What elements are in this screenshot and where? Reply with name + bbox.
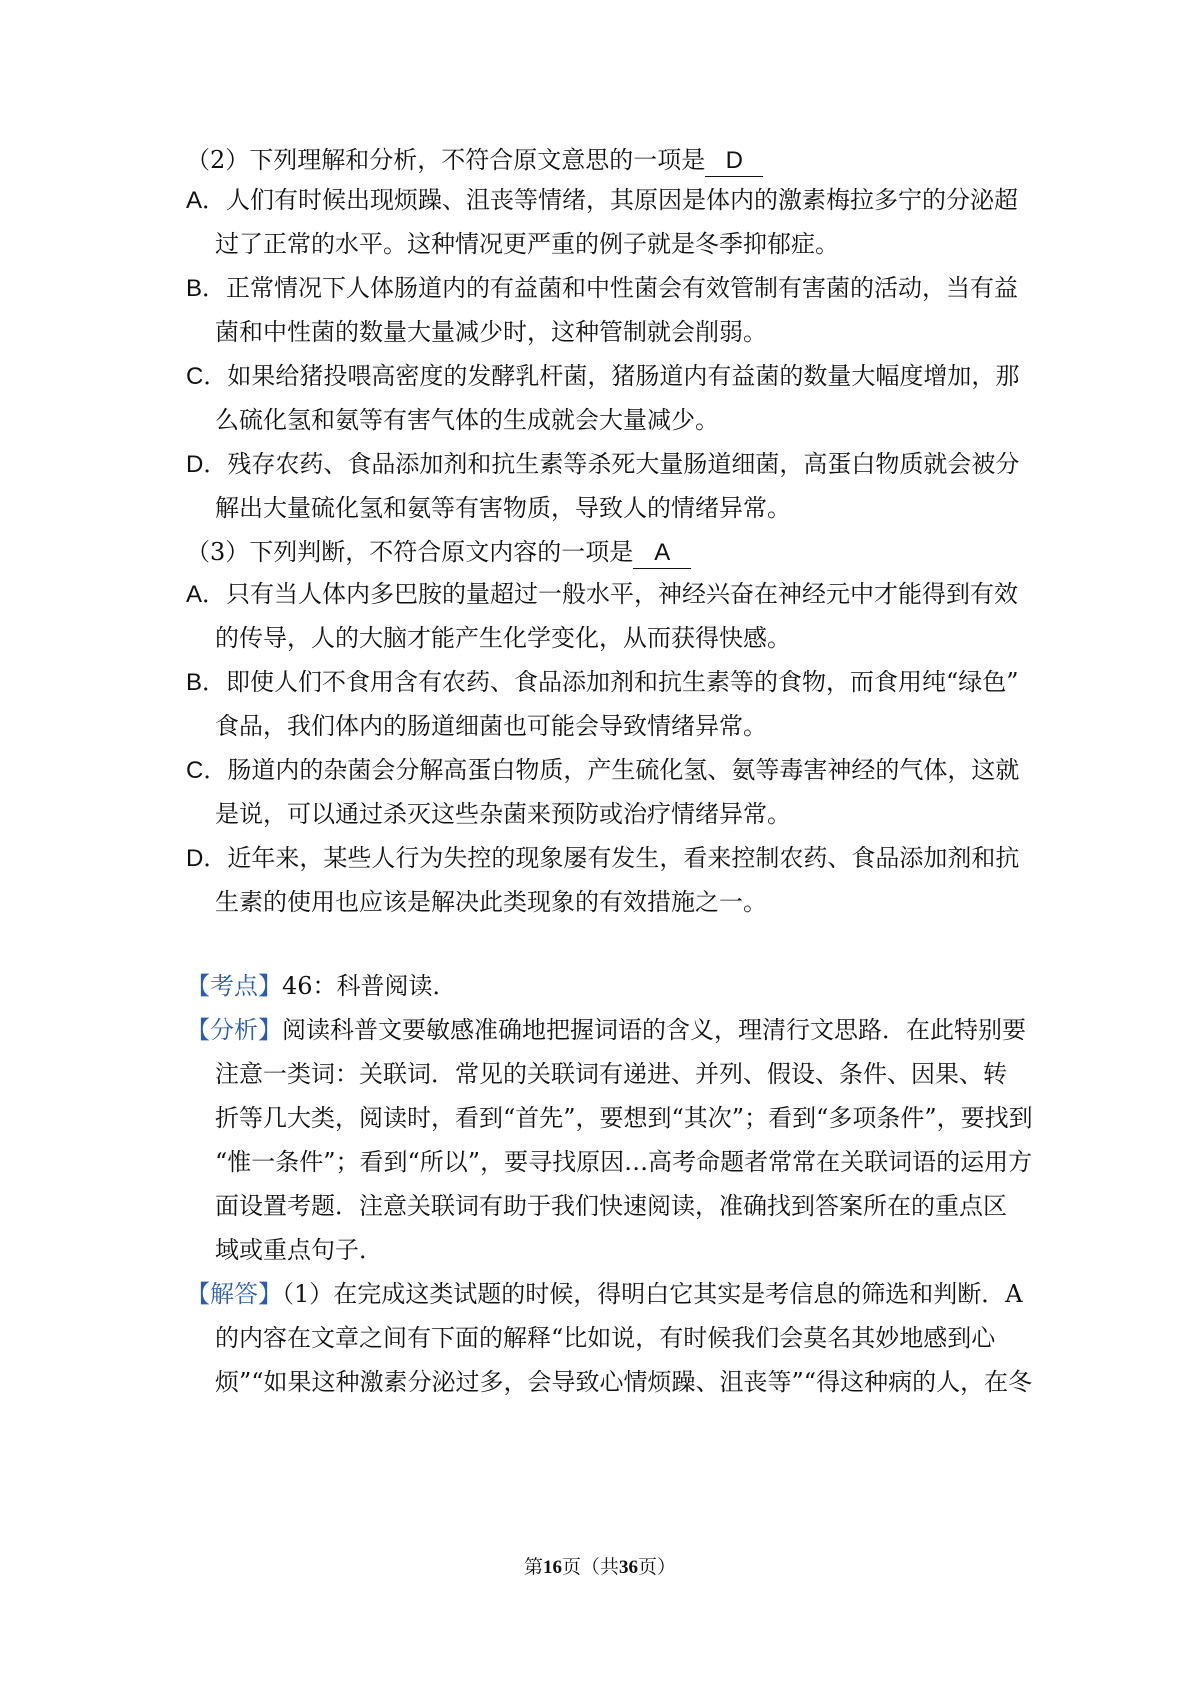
question-3-heading <box>0 535 1200 569</box>
option-text: 食品，我们体内的肠道细菌也可能会导致情绪异常。 <box>215 712 767 740</box>
fenxi-tag: 【分析】 <box>186 1016 282 1044</box>
fenxi-line <box>0 1101 1200 1135</box>
option-letter: C． <box>186 363 228 390</box>
option-text: 解出大量硫化氢和氨等有害物质，导致人的情绪异常。 <box>215 494 791 522</box>
kaodian-text: 46：科普阅读． <box>282 972 457 1000</box>
option-letter: D． <box>186 845 228 872</box>
fenxi-text: 折等几大类，阅读时，看到“首先”，要想到“其次”；看到“多项条件”，要找到 <box>215 1104 1033 1132</box>
footer-suffix: 页） <box>638 1556 677 1578</box>
option-text: 菌和中性菌的数量大量减少时，这种管制就会削弱。 <box>215 318 767 346</box>
option-letter: A． <box>186 581 227 608</box>
fenxi-text: 注意一类词：关联词．常见的关联词有递进、并列、假设、条件、因果、转 <box>215 1060 1007 1088</box>
question-3-text: （3）下列判断，不符合原文内容的一项是 <box>186 538 634 566</box>
footer-middle: 页（共 <box>561 1556 619 1578</box>
q2-option-b-cont <box>0 315 1200 349</box>
option-text: 如果给猪投喂高密度的发酵乳杆菌，猪肠道内有益菌的数量大幅度增加，那 <box>227 362 1020 390</box>
page-total: 36 <box>619 1557 638 1578</box>
question-2-heading <box>0 143 1200 177</box>
option-text: 的传导，人的大脑才能产生化学变化，从而获得快感。 <box>215 624 791 652</box>
fenxi-text: 域或重点句子． <box>215 1236 383 1264</box>
q2-option-a-cont <box>0 227 1200 261</box>
question-3-answer: A <box>633 538 691 569</box>
option-text: 是说，可以通过杀灭这些杂菌来预防或治疗情绪异常。 <box>215 800 791 828</box>
page-number: 16 <box>542 1557 562 1578</box>
page-footer <box>0 1554 1200 1581</box>
option-text: 残存农药、食品添加剂和抗生素等杀死大量肠道细菌，高蛋白物质就会被分 <box>227 450 1020 478</box>
option-text: 过了正常的水平。这种情况更严重的例子就是冬季抑郁症。 <box>215 230 839 258</box>
fenxi-line <box>0 1145 1200 1179</box>
fenxi-text: 面设置考题．注意关联词有助于我们快速阅读，准确找到答案所在的重点区 <box>215 1192 1007 1220</box>
jieda-text: 烦”“如果这种激素分泌过多，会导致心情烦躁、沮丧等”“得这种病的人，在冬 <box>215 1368 1033 1396</box>
option-text: 人们有时候出现烦躁、沮丧等情绪，其原因是体内的激素梅拉多宁的分泌超 <box>226 186 1019 214</box>
q3-option-c-cont <box>0 797 1200 831</box>
option-letter: A． <box>186 187 227 214</box>
question-2-text: （2）下列理解和分析，不符合原文意思的一项是 <box>186 146 706 174</box>
jieda-line <box>0 1321 1200 1355</box>
option-text: 即使人们不食用含有农药、食品添加剂和抗生素等的食物，而食用纯“绿色” <box>226 668 1019 696</box>
option-letter: B． <box>186 669 227 696</box>
fenxi-line <box>0 1233 1200 1267</box>
q3-option-d <box>0 841 1200 875</box>
option-text: 只有当人体内多巴胺的量超过一般水平，神经兴奋在神经元中才能得到有效 <box>226 580 1019 608</box>
fenxi-section <box>0 1013 1200 1047</box>
option-text: 么硫化氢和氨等有害气体的生成就会大量减少。 <box>215 406 719 434</box>
option-letter: D． <box>186 451 228 478</box>
jieda-tag: 【解答】 <box>186 1280 282 1308</box>
footer-prefix: 第 <box>523 1556 543 1578</box>
fenxi-line <box>0 1057 1200 1091</box>
option-text: 正常情况下人体肠道内的有益菌和中性菌会有效管制有害菌的活动，当有益 <box>226 274 1019 302</box>
q2-option-c <box>0 359 1200 393</box>
jieda-text: （1）在完成这类试题的时候，得明白它其实是考信息的筛选和判断．A <box>282 1280 1023 1308</box>
q3-option-a <box>0 577 1200 611</box>
kaodian-section <box>0 969 1200 1003</box>
jieda-section <box>0 1277 1200 1311</box>
kaodian-tag: 【考点】 <box>186 972 282 1000</box>
q3-option-a-cont <box>0 621 1200 655</box>
option-text: 生素的使用也应该是解决此类现象的有效措施之一。 <box>215 888 767 916</box>
q2-option-c-cont <box>0 403 1200 437</box>
q3-option-c <box>0 753 1200 787</box>
jieda-line <box>0 1365 1200 1399</box>
option-text: 肠道内的杂菌会分解高蛋白物质，产生硫化氢、氨等毒害神经的气体，这就 <box>227 756 1020 784</box>
fenxi-text: 阅读科普文要敏感准确地把握词语的含义，理清行文思路．在此特别要 <box>282 1016 1026 1044</box>
q2-option-d <box>0 447 1200 481</box>
q3-option-b-cont <box>0 709 1200 743</box>
q2-option-a <box>0 183 1200 217</box>
jieda-text: 的内容在文章之间有下面的解释“比如说，有时候我们会莫名其妙地感到心 <box>215 1324 996 1352</box>
option-letter: B． <box>186 275 227 302</box>
q2-option-d-cont <box>0 491 1200 525</box>
q3-option-b <box>0 665 1200 699</box>
q2-option-b <box>0 271 1200 305</box>
option-letter: C． <box>186 757 228 784</box>
fenxi-text: “惟一条件”；看到“所以”，要寻找原因…高考命题者常常在关联词语的运用方 <box>215 1148 1033 1176</box>
q3-option-d-cont <box>0 885 1200 919</box>
fenxi-line <box>0 1189 1200 1223</box>
option-text: 近年来，某些人行为失控的现象屡有发生，看来控制农药、食品添加剂和抗 <box>227 844 1020 872</box>
question-2-answer: D <box>705 146 763 177</box>
